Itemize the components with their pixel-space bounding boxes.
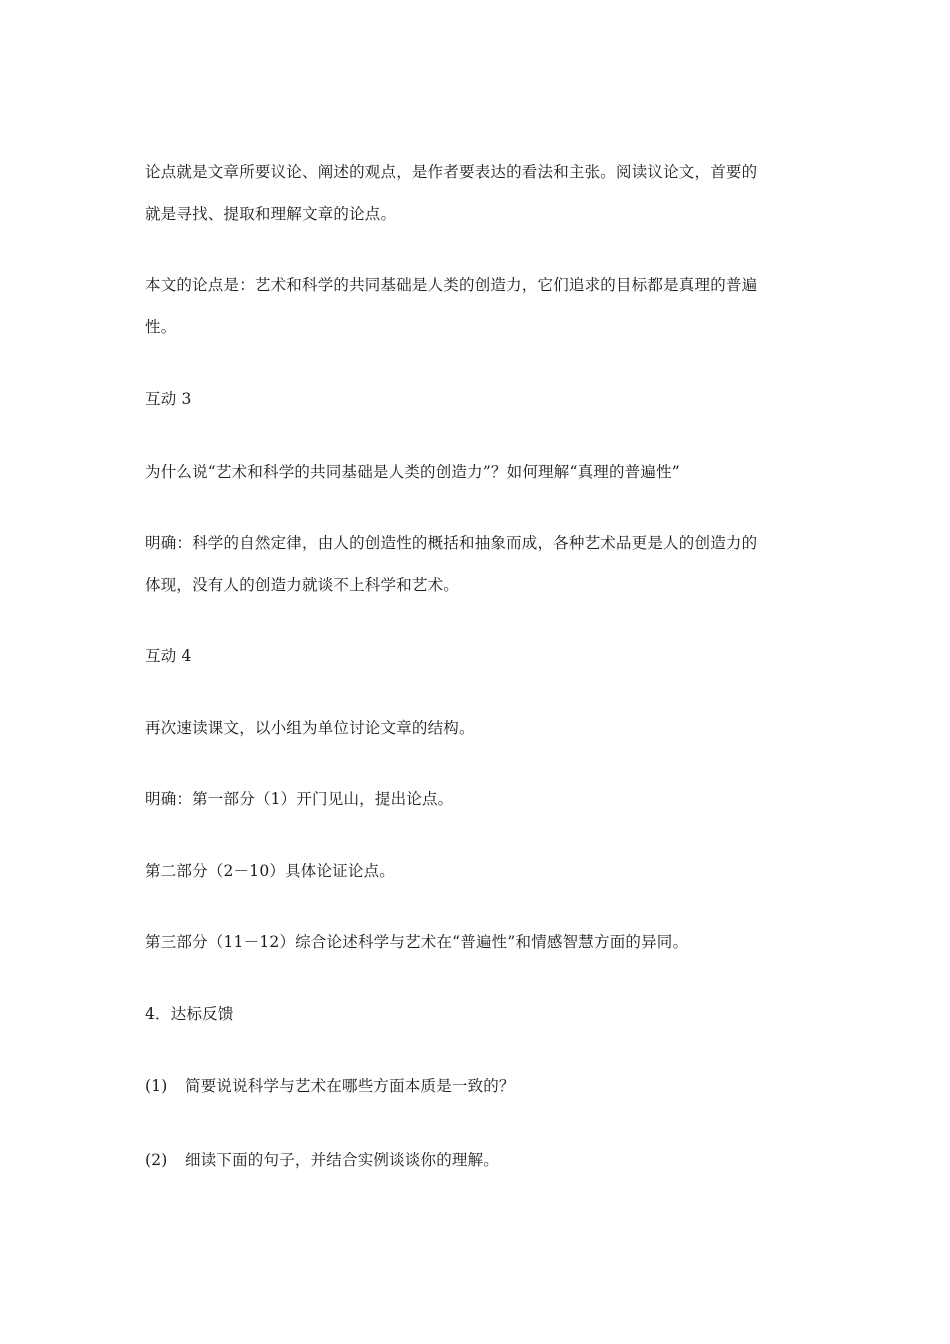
- exercise-text: 细读下面的句子，并结合实例谈谈你的理解。: [185, 1151, 500, 1169]
- exercise-item: [145, 1149, 815, 1171]
- section-title: 4．达标反馈: [145, 1005, 234, 1023]
- exercise-item: [145, 1075, 815, 1097]
- answer-line: 明确：科学的自然定律，由人的创造性的概括和抽象而成，各种艺术品更是人的创造力的: [145, 534, 758, 552]
- paragraph-line: 性。: [145, 318, 177, 336]
- question-text: 为什么说“艺术和科学的共同基础是人类的创造力”？如何理解“真理的普遍性”: [145, 463, 680, 481]
- heading-interaction-4: 互动 4: [145, 647, 192, 665]
- answer-line: 体现，没有人的创造力就谈不上科学和艺术。: [145, 576, 460, 594]
- structure-part-2: 第二部分（2－10）具体论证论点。: [145, 862, 395, 880]
- exercise-number: (2): [145, 1151, 168, 1169]
- heading-interaction-3: 互动 3: [145, 390, 192, 408]
- structure-part-1: 明确：第一部分（1）开门见山，提出论点。: [145, 790, 454, 808]
- paragraph-line: 本文的论点是：艺术和科学的共同基础是人类的创造力，它们追求的目标都是真理的普遍: [145, 276, 758, 294]
- task-text: 再次速读课文，以小组为单位讨论文章的结构。: [145, 719, 475, 737]
- exercise-text: 简要说说科学与艺术在哪些方面本质是一致的？: [185, 1077, 515, 1095]
- exercise-number: (1): [145, 1077, 168, 1095]
- structure-part-3: 第三部分（11－12）综合论述科学与艺术在“普遍性”和情感智慧方面的异同。: [145, 933, 689, 951]
- paragraph-line: 就是寻找、提取和理解文章的论点。: [145, 205, 397, 223]
- paragraph-line: 论点就是文章所要议论、阐述的观点，是作者要表达的看法和主张。阅读议论文，首要的: [145, 163, 758, 181]
